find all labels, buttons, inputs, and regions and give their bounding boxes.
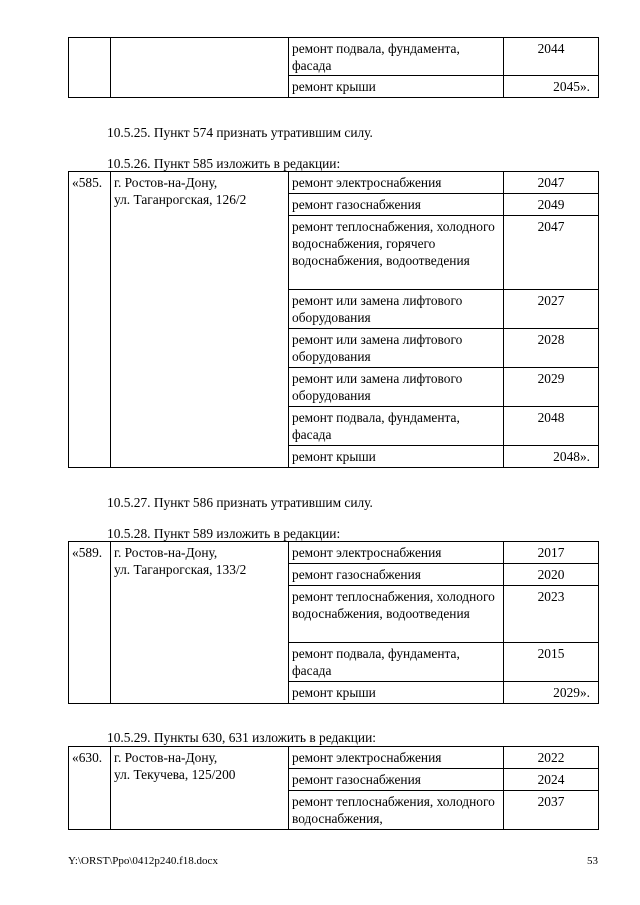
paragraph-10-5-25: 10.5.25. Пункт 574 признать утратившим силу. <box>107 125 373 140</box>
year-cell: 2029». <box>504 682 599 704</box>
year-cell: 2045». <box>504 76 599 98</box>
work-cell: ремонт подвала, фундамента, фасада <box>289 407 504 446</box>
year-cell: 2037 <box>504 791 599 830</box>
top-table <box>68 37 599 98</box>
year-cell: 2048». <box>504 446 599 468</box>
paragraph-10-5-27: 10.5.27. Пункт 586 признать утратившим силу. <box>107 495 373 510</box>
item-number: «589. <box>69 542 111 704</box>
address-cell <box>111 172 289 468</box>
address-city: г. Ростов-на-Дону, <box>114 545 218 560</box>
table-630 <box>68 746 599 830</box>
address-street: ул. Таганрогская, 126/2 <box>114 192 247 207</box>
year-cell: 2047 <box>504 216 599 290</box>
year-cell: 2020 <box>504 564 599 586</box>
year-cell: 2015 <box>504 643 599 682</box>
year-cell: 2049 <box>504 194 599 216</box>
work-cell: ремонт или замена лифтового оборудования <box>289 368 504 407</box>
table-row <box>69 542 599 564</box>
work-cell: ремонт или замена лифтового оборудования <box>289 329 504 368</box>
work-cell: ремонт газоснабжения <box>289 564 504 586</box>
year-cell: 2029 <box>504 368 599 407</box>
work-cell: ремонт газоснабжения <box>289 194 504 216</box>
work-cell: ремонт или замена лифтового оборудования <box>289 290 504 329</box>
work-cell: ремонт электроснабжения <box>289 747 504 769</box>
address-city: г. Ростов-на-Дону, <box>114 175 218 190</box>
table-row <box>69 172 599 194</box>
paragraph-10-5-29: 10.5.29. Пункты 630, 631 изложить в редакции: <box>107 730 376 745</box>
work-cell: ремонт крыши <box>289 446 504 468</box>
address-street: ул. Текучева, 125/200 <box>114 767 236 782</box>
paragraph-10-5-26: 10.5.26. Пункт 585 изложить в редакции: <box>107 156 341 171</box>
work-cell: ремонт крыши <box>289 682 504 704</box>
work-cell: ремонт теплоснабжения, холодного водоснабжения, <box>289 791 504 830</box>
work-cell: ремонт теплоснабжения, холодного водоснабжения, горячего водоснабжения, водоотведения <box>289 216 504 290</box>
work-cell: ремонт электроснабжения <box>289 172 504 194</box>
footer-file-path: Y:\ORST\Ppo\0412p240.f18.docx <box>68 855 218 867</box>
table-row <box>69 38 599 76</box>
work-cell: ремонт подвала, фундамента, фасада <box>289 38 504 76</box>
address-city: г. Ростов-на-Дону, <box>114 750 218 765</box>
paragraph-10-5-28: 10.5.28. Пункт 589 изложить в редакции: <box>107 526 341 541</box>
item-number: «585. <box>69 172 111 468</box>
year-cell: 2028 <box>504 329 599 368</box>
work-cell: ремонт газоснабжения <box>289 769 504 791</box>
footer-page-number: 53 <box>587 855 598 867</box>
work-cell: ремонт крыши <box>289 76 504 98</box>
address-cell <box>111 542 289 704</box>
number-cell <box>69 38 111 98</box>
table-585 <box>68 171 599 468</box>
year-cell: 2023 <box>504 586 599 643</box>
work-cell: ремонт подвала, фундамента, фасада <box>289 643 504 682</box>
year-cell: 2044 <box>504 38 599 76</box>
address-cell <box>111 747 289 830</box>
address-cell <box>111 38 289 98</box>
year-cell: 2024 <box>504 769 599 791</box>
table-589 <box>68 541 599 704</box>
address-street: ул. Таганрогская, 133/2 <box>114 562 247 577</box>
year-cell: 2022 <box>504 747 599 769</box>
work-cell: ремонт теплоснабжения, холодного водоснабжения, водоотведения <box>289 586 504 643</box>
item-number: «630. <box>69 747 111 830</box>
work-cell: ремонт электроснабжения <box>289 542 504 564</box>
year-cell: 2017 <box>504 542 599 564</box>
year-cell: 2048 <box>504 407 599 446</box>
table-row <box>69 747 599 769</box>
year-cell: 2027 <box>504 290 599 329</box>
year-cell: 2047 <box>504 172 599 194</box>
